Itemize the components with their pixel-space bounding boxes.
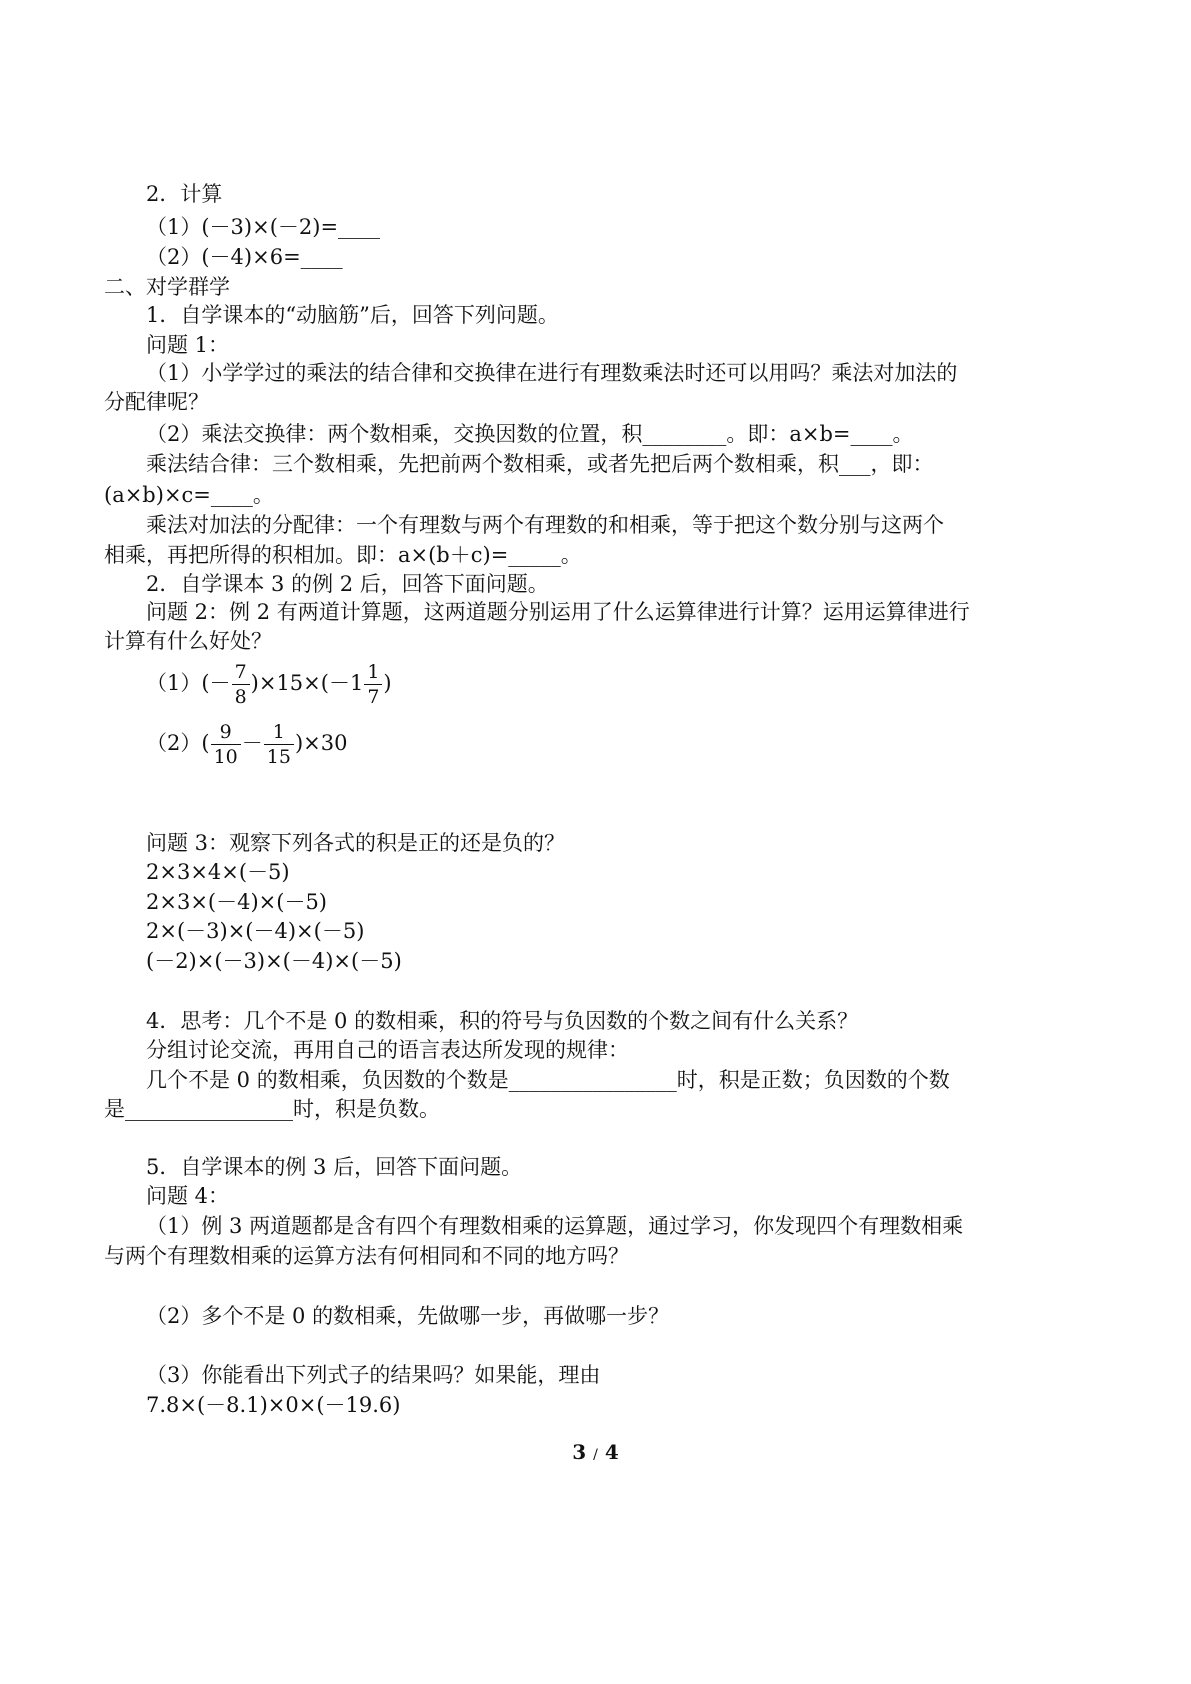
fraction-numerator: 7 (232, 660, 250, 685)
expression-sign-3: 2×(－3)×(－4)×(－5) (146, 919, 365, 943)
fraction-denominator: 10 (213, 746, 238, 768)
page-number (0, 1436, 1191, 1471)
expr1-suffix: ) (383, 671, 392, 695)
fraction-expression-1 (146, 660, 392, 709)
section-heading-2: 二、对学群学 (104, 275, 230, 299)
question-4-part-3: （3）你能看出下列式子的结果吗？如果能，理由 (146, 1363, 601, 1387)
expression-sign-1: 2×3×4×(－5) (146, 860, 290, 884)
page-total: 4 (604, 1440, 619, 1464)
think-4: 4．思考：几个不是 0 的数相乘，积的符号与负因数的个数之间有什么关系？ (146, 1009, 859, 1033)
associative-law-cont: (a×b)×c=____。 (104, 483, 274, 507)
fraction-denominator: 8 (234, 686, 247, 708)
self-study-2: 2．自学课本 3 的例 2 后，回答下面问题。 (146, 572, 549, 596)
page-current: 3 (572, 1440, 587, 1464)
question-1-part-1: （1）小学学过的乘法的结合律和交换律在进行有理数乘法时还可以用吗？乘法对加法的 (146, 361, 958, 385)
fraction-expression-2 (146, 720, 347, 769)
question-3: 问题 3：观察下列各式的积是正的还是负的？ (146, 831, 566, 855)
sign-rule-cont: 是________________时，积是负数。 (104, 1097, 440, 1121)
question-4-part-2: （2）多个不是 0 的数相乘，先做哪一步，再做哪一步？ (146, 1304, 670, 1328)
fraction-numerator: 9 (211, 720, 241, 745)
question-2: 问题 2：例 2 有两道计算题，这两道题分别运用了什么运算律进行计算？运用运算律进行 (146, 600, 970, 624)
zero-product-expression: 7.8×(－8.1)×0×(－19.6) (146, 1393, 401, 1417)
question-1-part-1-cont: 分配律呢？ (104, 390, 209, 414)
commutative-law: （2）乘法交换律：两个数相乘，交换因数的位置，积________。即：a×b=____。 (146, 422, 914, 446)
question-4-part-1-cont: 与两个有理数相乘的运算方法有何相同和不同的地方吗？ (104, 1244, 629, 1268)
question-1-label: 问题 1： (146, 333, 230, 357)
group-discussion: 分组讨论交流，再用自己的语言表达所发现的规律： (146, 1038, 629, 1062)
expr2-operator: － (241, 731, 263, 755)
expr2-suffix: )×30 (294, 731, 348, 755)
expression-sign-2: 2×3×(－4)×(－5) (146, 890, 328, 914)
fraction-1-15 (264, 720, 294, 769)
expr1-middle: )×15×(－1 (250, 671, 364, 695)
question-4-label: 问题 4： (146, 1184, 230, 1208)
fraction-7-8 (232, 660, 250, 709)
expr1-prefix: （1）(－ (146, 671, 231, 695)
section-item-2-heading: 2．计算 (146, 182, 223, 206)
self-study-5: 5．自学课本的例 3 后，回答下面问题。 (146, 1155, 523, 1179)
question-2-cont: 计算有什么好处？ (104, 629, 272, 653)
page-separator: / (593, 1447, 598, 1463)
question-4-part-1: （1）例 3 两道题都是含有四个有理数相乘的运算题，通过学习，你发现四个有理数相乘 (146, 1214, 964, 1238)
distributive-law: 乘法对加法的分配律：一个有理数与两个有理数的和相乘，等于把这个数分别与这两个 (146, 513, 944, 537)
fraction-denominator: 15 (266, 746, 291, 768)
sign-rule: 几个不是 0 的数相乘，负因数的个数是________________时，积是正数；负因数的个数 (146, 1068, 950, 1092)
distributive-law-cont: 相乘，再把所得的积相加。即：a×(b＋c)=_____。 (104, 543, 582, 567)
calc-question-2: （2）(－4)×6=____ (146, 245, 343, 269)
calc-question-1: （1）(－3)×(－2)=____ (146, 215, 381, 239)
expression-sign-4: (－2)×(－3)×(－4)×(－5) (146, 949, 402, 973)
associative-law: 乘法结合律：三个数相乘，先把前两个数相乘，或者先把后两个数相乘，积___，即： (146, 452, 934, 476)
expr2-prefix: （2）( (146, 731, 210, 755)
fraction-1-7 (364, 660, 382, 709)
self-study-1: 1．自学课本的“动脑筋”后，回答下列问题。 (146, 303, 559, 327)
fraction-denominator: 7 (367, 686, 380, 708)
fraction-9-10 (211, 720, 241, 769)
fraction-numerator: 1 (264, 720, 294, 745)
fraction-numerator: 1 (364, 660, 382, 685)
